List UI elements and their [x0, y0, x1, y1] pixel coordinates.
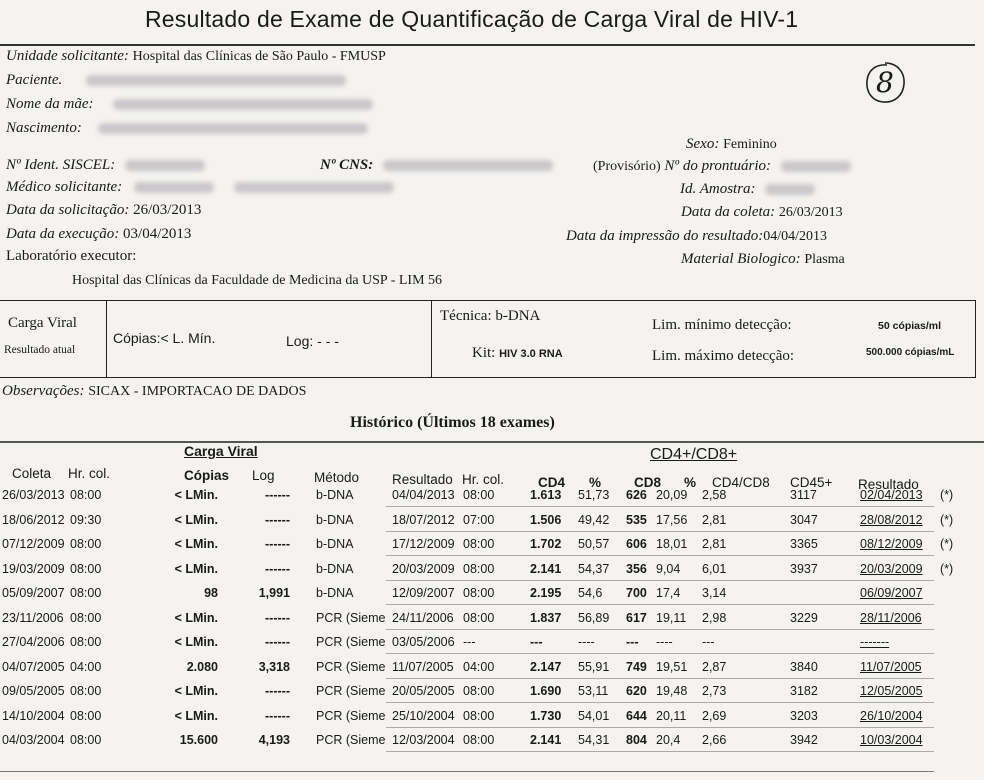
mae-row: [6, 96, 373, 113]
table-row: [0, 733, 984, 755]
row-underline: [386, 555, 934, 556]
unidade-value: Hospital das Clínicas de São Paulo - FMUSP: [132, 49, 386, 64]
material-value: Plasma: [804, 252, 845, 267]
row-underline: [386, 751, 934, 752]
data-execucao-value: 03/04/2013: [123, 226, 192, 242]
table-cell: 56,89: [578, 610, 610, 625]
data-impressao-row: [566, 228, 827, 245]
data-solicitacao-label: Data da solicitação:: [6, 202, 130, 218]
table-cell: PCR (Sieme: [316, 610, 386, 625]
table-cell: 54,6: [578, 586, 603, 600]
redacted-prontuario: [781, 161, 851, 172]
table-cell: 2,98: [702, 610, 727, 625]
table-cell: 12/03/2004: [392, 733, 455, 747]
table-cell: ------: [265, 684, 290, 698]
table-cell: 1.690: [530, 684, 562, 698]
unidade-row: [6, 48, 386, 65]
table-cell: 09/05/2005: [2, 684, 65, 698]
table-cell: < LMin.: [174, 635, 218, 649]
table-cell: 18/06/2012: [2, 512, 65, 527]
table-cell: 17,56: [656, 512, 688, 527]
row-underline: [386, 580, 934, 581]
table-cell: 2,81: [702, 512, 727, 527]
table-row: [0, 586, 984, 608]
historico-title: Histórico (Últimos 18 exames): [350, 414, 555, 431]
table-cell: 749: [626, 659, 647, 674]
table-cell: 15.600: [179, 733, 218, 747]
laboratorio-value: Hospital das Clínicas da Faculdade de Medicina da USP - LIM 56: [72, 273, 443, 288]
column-header: Resultado: [858, 477, 919, 492]
table-cell: 98: [204, 586, 218, 600]
table-cell: 08:00: [70, 684, 102, 698]
medico-label: Médico solicitante:: [6, 179, 123, 195]
table-cell: 08:00: [70, 610, 102, 625]
redacted-amostra: [765, 184, 815, 195]
table-cell: 2,66: [702, 733, 727, 747]
row-underline: [386, 531, 934, 532]
table-cell: 08:00: [70, 708, 102, 723]
title-rule: [0, 44, 975, 46]
table-cell: 53,11: [578, 684, 609, 698]
table-cell: 3117: [790, 488, 817, 502]
medico-row: [6, 179, 394, 196]
sexo-label: Sexo:: [686, 136, 720, 152]
table-cell: 3365: [790, 537, 818, 551]
redacted-mother-name: [113, 99, 373, 110]
table-cell: 3937: [790, 561, 818, 576]
column-header: Hr. col.: [462, 472, 505, 487]
table-cell: 3,318: [258, 659, 290, 674]
kit-value: HIV 3.0 RNA: [499, 348, 563, 360]
lim-min-value: 50 cópias/ml: [878, 320, 942, 332]
table-cell: 23/11/2006: [2, 610, 64, 625]
table-cell: 11/07/2005: [392, 659, 454, 674]
row-underline: [386, 506, 934, 507]
table-cell: 20/03/2009: [860, 561, 923, 576]
table-cell: (*): [940, 488, 954, 502]
column-header: CD4/CD8: [712, 475, 770, 490]
table-cell: 04/03/2004: [2, 733, 65, 747]
table-cell: 04/04/2013: [392, 488, 455, 502]
column-header: Cópias: [184, 468, 230, 483]
table-cell: -------: [860, 635, 890, 649]
table-cell: 3942: [790, 733, 818, 747]
table-cell: PCR (Sieme: [316, 684, 386, 698]
table-cell: 14/10/2004: [2, 708, 65, 723]
group-header-cd: CD4+/CD8+: [650, 446, 738, 463]
table-cell: PCR (Sieme: [316, 733, 386, 747]
redacted-patient-name: [86, 75, 346, 86]
table-cell: 1.613: [530, 488, 562, 502]
table-cell: 2,58: [702, 488, 727, 502]
column-header: %: [684, 475, 697, 490]
row-underline: [386, 678, 934, 679]
table-cell: 09:30: [70, 512, 102, 527]
group-header-carga: Carga Viral: [184, 443, 258, 459]
material-row: [681, 251, 845, 268]
table-cell: 08:00: [70, 537, 102, 551]
table-cell: 50,57: [578, 537, 610, 551]
table-cell: 55,91: [578, 659, 610, 674]
table-cell: 08:00: [463, 537, 495, 551]
table-cell: 08:00: [463, 684, 495, 698]
table-cell: 07:00: [463, 512, 495, 527]
table-cell: 18/07/2012: [392, 512, 455, 527]
table-cell: 26/10/2004: [860, 708, 923, 723]
table-cell: 17/12/2009: [392, 537, 455, 551]
log-value: Log: - - -: [286, 333, 339, 349]
cns-label: Nº CNS:: [320, 157, 374, 173]
column-header: %: [589, 475, 602, 490]
table-cell: 606: [626, 537, 647, 551]
table-cell: 26/03/2013: [2, 488, 65, 502]
tecnica-value: Técnica: b-DNA: [440, 308, 541, 324]
table-cell: 9,04: [656, 561, 681, 576]
table-cell: 3229: [790, 610, 818, 625]
table-cell: ----: [578, 635, 595, 649]
result-box: [0, 300, 976, 378]
table-cell: ---: [702, 635, 715, 649]
paciente-label: Paciente.: [6, 72, 63, 88]
table-cell: PCR (Sieme: [316, 635, 386, 649]
data-coleta-label: Data da coleta:: [681, 204, 776, 220]
data-coleta-row: [681, 204, 843, 221]
amostra-label: Id. Amostra:: [680, 181, 756, 197]
table-cell: (*): [940, 537, 954, 551]
table-cell: 1,991: [258, 586, 290, 600]
table-cell: 24/11/2006: [392, 610, 454, 625]
table-cell: ----: [656, 635, 673, 649]
data-solicitacao-row: [6, 202, 201, 219]
table-cell: 04/07/2005: [2, 659, 65, 674]
mae-label: Nome da mãe:: [6, 96, 94, 112]
table-cell: 3,14: [702, 586, 727, 600]
table-cell: 2.147: [530, 659, 562, 674]
table-cell: ------: [265, 512, 290, 527]
table-cell: 19,48: [656, 684, 688, 698]
table-cell: 804: [626, 733, 647, 747]
data-solicitacao-value: 26/03/2013: [133, 202, 202, 218]
row-underline: [386, 629, 934, 630]
table-cell: 4,193: [258, 733, 290, 747]
data-coleta-value: 26/03/2013: [778, 205, 843, 220]
table-cell: 700: [626, 586, 647, 600]
table-cell: 20/03/2009: [392, 561, 455, 576]
table-cell: 05/09/2007: [2, 586, 65, 600]
table-cell: 3047: [790, 512, 818, 527]
column-header: CD8: [634, 475, 662, 490]
table-cell: 08:00: [70, 488, 102, 502]
table-row: [0, 562, 984, 584]
handwritten-circled-number: [862, 60, 908, 106]
column-header: Log: [252, 468, 275, 483]
table-cell: < LMin.: [174, 610, 218, 625]
table-cell: 626: [626, 488, 647, 502]
table-bottom-rule: [0, 771, 934, 772]
table-cell: ------: [265, 610, 290, 625]
table-cell: 6,01: [702, 561, 727, 576]
column-header: CD45+: [790, 475, 833, 490]
table-cell: 2.141: [530, 561, 562, 576]
table-cell: b-DNA: [316, 537, 354, 551]
table-cell: 20,4: [656, 733, 681, 747]
ident-label: Nº Ident. SISCEL:: [6, 157, 116, 173]
table-cell: 19,51: [656, 659, 688, 674]
table-row: [0, 660, 984, 682]
table-cell: 617: [626, 610, 647, 625]
laboratorio-label: Laboratório executor:: [6, 248, 137, 264]
table-cell: 2,73: [702, 684, 727, 698]
redacted-cns: [383, 160, 553, 171]
table-top-rule: [0, 441, 984, 443]
table-cell: < LMin.: [174, 561, 218, 576]
observacoes-label: Observações:: [2, 383, 85, 399]
column-header: Resultado: [392, 472, 453, 487]
table-cell: 07/12/2009: [2, 537, 65, 551]
lim-max-label: Lim. máximo detecção:: [652, 348, 795, 364]
table-cell: 08:00: [463, 586, 495, 600]
prontuario-row: [593, 158, 851, 175]
table-row: [0, 488, 984, 510]
table-cell: 2.141: [530, 733, 562, 747]
unidade-label: Unidade solicitante:: [6, 48, 129, 64]
column-header: Hr. col.: [68, 466, 111, 481]
table-cell: 11/07/2005: [860, 659, 922, 674]
table-cell: 1.730: [530, 708, 562, 723]
table-cell: < LMin.: [174, 537, 218, 551]
kit-label: Kit:: [472, 345, 496, 361]
observacoes-value: SICAX - IMPORTACAO DE DADOS: [88, 384, 307, 399]
lim-max-value: 500.000 cópias/mL: [866, 347, 955, 358]
table-row: [0, 635, 984, 657]
table-cell: 28/08/2012: [860, 512, 923, 527]
table-cell: 08:00: [463, 708, 495, 723]
table-cell: 51,73: [578, 488, 610, 502]
table-cell: ------: [265, 488, 290, 502]
resultado-atual-label: Resultado atual: [4, 344, 76, 356]
table-cell: 08/12/2009: [860, 537, 923, 551]
table-cell: 08:00: [463, 561, 495, 576]
table-cell: (*): [940, 561, 954, 576]
table-cell: 1.837: [530, 610, 562, 625]
table-cell: 3840: [790, 659, 818, 674]
data-impressao-label: Data da impressão do resultado:: [566, 228, 764, 244]
table-cell: 03/05/2006: [392, 635, 455, 649]
table-cell: b-DNA: [316, 561, 354, 576]
redacted-siscel: [125, 160, 205, 171]
column-header: CD4: [538, 475, 566, 490]
table-cell: 20,09: [656, 488, 688, 502]
table-cell: 17,4: [656, 586, 681, 600]
nascimento-label: Nascimento:: [6, 120, 82, 136]
paciente-row: [6, 72, 346, 89]
data-execucao-label: Data da execução:: [6, 226, 120, 242]
data-impressao-value: 04/04/2013: [763, 229, 828, 244]
table-cell: 10/03/2004: [860, 733, 923, 747]
table-cell: 06/09/2007: [860, 586, 923, 600]
provisorio-text: (Provisório): [593, 159, 661, 174]
table-cell: 1.702: [530, 537, 562, 551]
table-cell: 08:00: [70, 561, 102, 576]
table-cell: 644: [626, 708, 647, 723]
table-row: [0, 537, 984, 559]
table-cell: ------: [265, 635, 290, 649]
table-cell: b-DNA: [316, 488, 354, 502]
table-cell: ---: [530, 635, 543, 649]
table-cell: 04:00: [70, 659, 102, 674]
table-cell: 49,42: [578, 512, 610, 527]
table-cell: 08:00: [70, 733, 102, 747]
table-cell: 20/05/2005: [392, 684, 455, 698]
table-cell: 54,31: [578, 733, 610, 747]
table-row: [0, 709, 984, 731]
copias-value: Cópias:< L. Mín.: [113, 330, 216, 346]
table-cell: PCR (Sieme: [316, 659, 386, 674]
table-cell: 2,87: [702, 659, 727, 674]
sexo-row: [686, 136, 777, 153]
table-cell: 08:00: [70, 635, 102, 649]
material-label: Material Biologico:: [681, 251, 801, 267]
nascimento-row: [6, 120, 368, 137]
table-row: [0, 684, 984, 706]
divider: [431, 301, 432, 377]
row-underline: [386, 727, 934, 728]
table-cell: 2.195: [530, 586, 562, 600]
sexo-value: Feminino: [723, 137, 777, 152]
table-cell: ---: [463, 635, 476, 649]
table-cell: < LMin.: [174, 488, 218, 502]
table-cell: 12/09/2007: [392, 586, 455, 600]
table-cell: 08:00: [70, 586, 102, 600]
table-cell: < LMin.: [174, 512, 218, 527]
table-cell: 19,11: [656, 610, 687, 625]
ident-row: [6, 157, 205, 174]
table-cell: 2,81: [702, 537, 727, 551]
table-cell: 2.080: [186, 659, 218, 674]
column-header: Coleta: [12, 466, 52, 481]
amostra-row: [680, 181, 815, 198]
table-cell: ------: [265, 708, 290, 723]
redacted-medico-name: [234, 182, 394, 193]
row-underline: [386, 702, 934, 703]
table-cell: 3182: [790, 684, 818, 698]
table-cell: 08:00: [463, 610, 495, 625]
data-execucao-row: [6, 226, 191, 243]
table-cell: 25/10/2004: [392, 708, 455, 723]
carga-viral-label: Carga Viral: [8, 315, 77, 331]
table-cell: 3203: [790, 708, 818, 723]
table-cell: 620: [626, 684, 647, 698]
kit-row: [472, 345, 563, 362]
table-cell: 20,11: [656, 708, 687, 723]
table-cell: < LMin.: [174, 684, 218, 698]
table-cell: 54,01: [578, 708, 610, 723]
table-cell: 02/04/2013: [860, 488, 923, 502]
table-cell: 18,01: [656, 537, 688, 551]
table-cell: (*): [940, 512, 954, 527]
redacted-birthdate: [98, 123, 368, 134]
page-title: Resultado de Exame de Quantificação de Carga Viral de HIV-1: [145, 6, 799, 32]
lim-min-label: Lim. mínimo detecção:: [652, 317, 792, 333]
table-cell: 08:00: [463, 488, 495, 502]
row-underline: [386, 653, 934, 654]
table-cell: 12/05/2005: [860, 684, 923, 698]
table-cell: 535: [626, 512, 647, 527]
table-cell: ---: [626, 635, 639, 649]
table-cell: 54,37: [578, 561, 610, 576]
table-cell: ------: [265, 561, 290, 576]
table-cell: 2,69: [702, 708, 727, 723]
column-header: Método: [314, 470, 360, 485]
table-cell: 04:00: [463, 659, 495, 674]
table-row: [0, 513, 984, 535]
table-cell: ------: [265, 537, 290, 551]
redacted-medico-id: [134, 182, 214, 193]
table-cell: 27/04/2006: [2, 635, 65, 649]
table-cell: 08:00: [463, 733, 495, 747]
cns-row: [320, 157, 553, 174]
table-cell: PCR (Sieme: [316, 708, 386, 723]
table-cell: 356: [626, 561, 647, 576]
divider: [106, 301, 107, 377]
table-row: [0, 611, 984, 633]
handwritten-number: 8: [876, 66, 894, 99]
table-cell: b-DNA: [316, 586, 354, 600]
observacoes-row: [2, 383, 306, 400]
table-cell: 28/11/2006: [860, 610, 922, 625]
table-cell: 19/03/2009: [2, 561, 65, 576]
table-cell: b-DNA: [316, 512, 354, 527]
prontuario-label: Nº do prontuário:: [664, 158, 772, 174]
row-underline: [386, 604, 934, 605]
table-cell: < LMin.: [174, 708, 218, 723]
tecnica-row: [440, 308, 540, 325]
table-cell: 1.506: [530, 512, 562, 527]
